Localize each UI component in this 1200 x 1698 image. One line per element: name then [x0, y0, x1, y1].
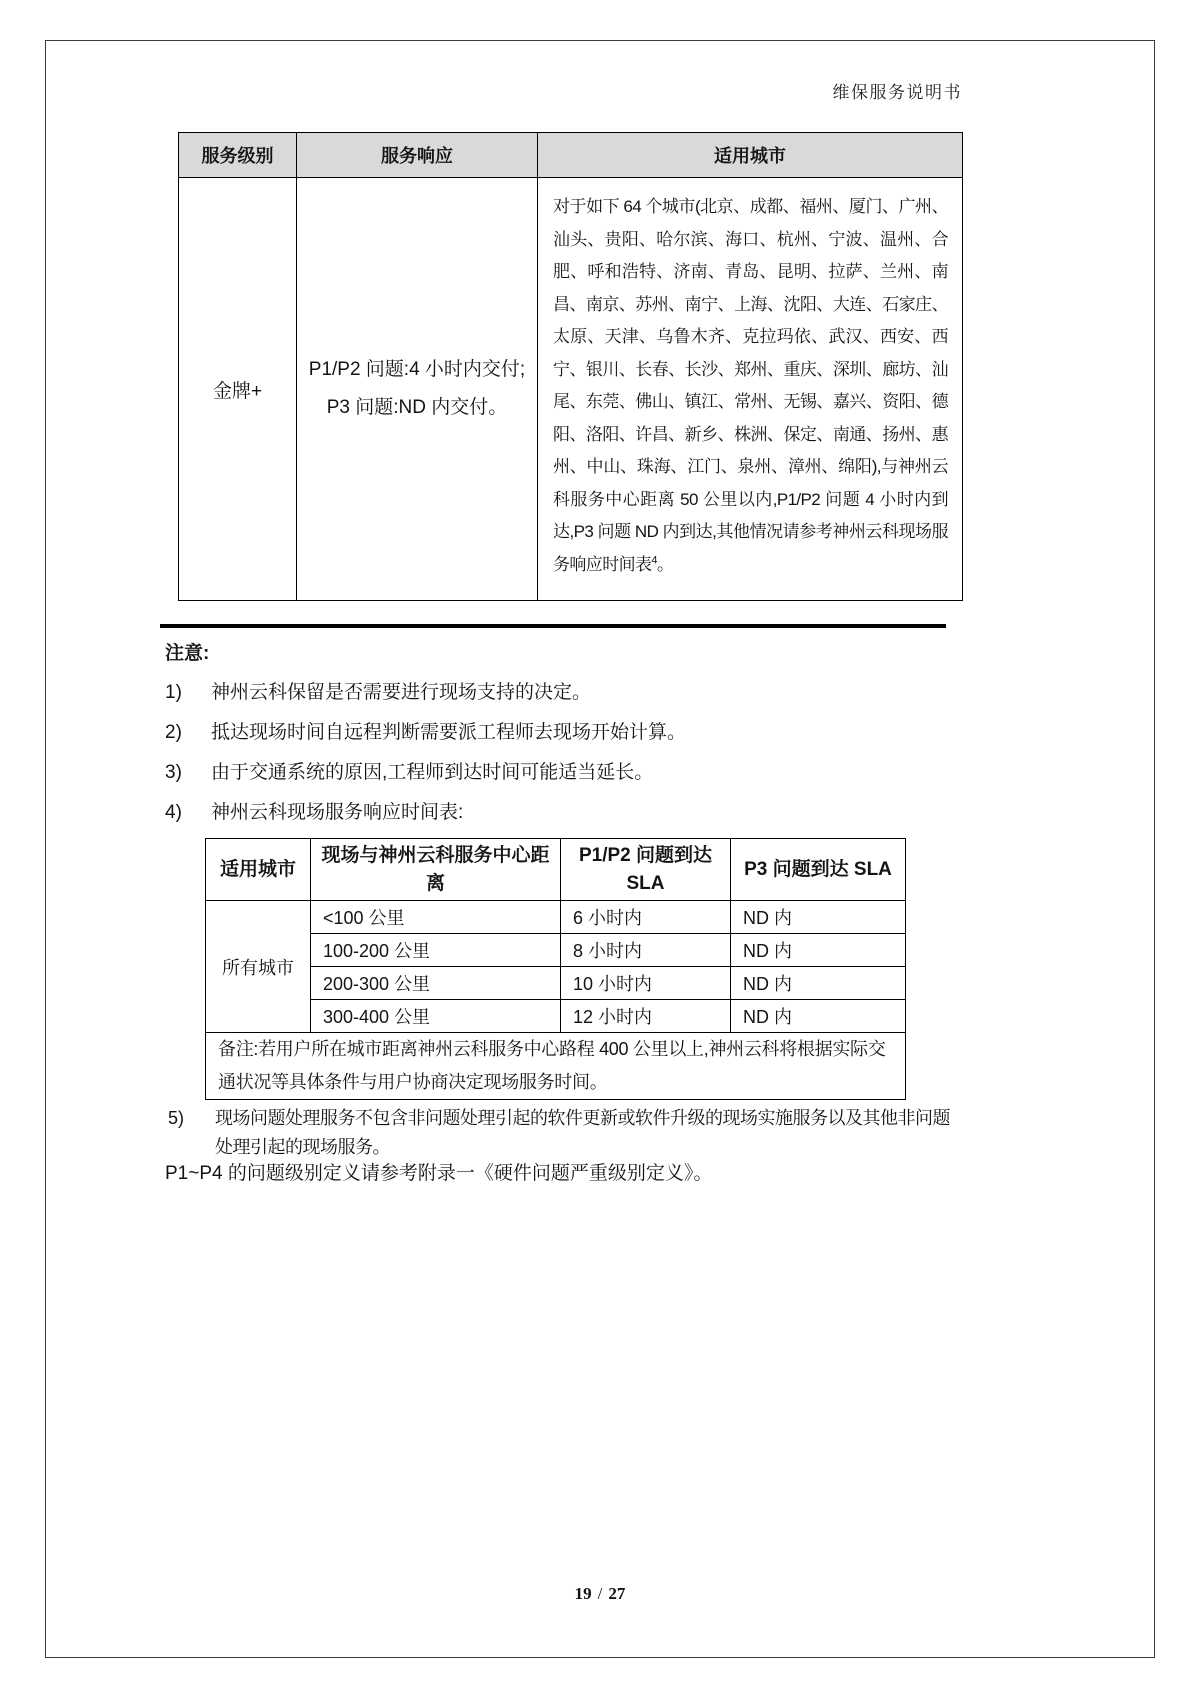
cities-paragraph: 对于如下 64 个城市(北京、成都、福州、厦门、广州、汕头、贵阳、哈尔滨、海口、杭州、宁波、温州、合肥、呼和浩特、济南、青岛、昆明、拉萨、兰州、南昌、南京、苏州、南宁、上海、沈阳、大连、石家庄、太原、天津、乌鲁木齐、克拉玛依、武汉、西安、西宁、银川、长春、长沙、郑州、重庆、深圳、廊坊、汕尾、东莞、佛山、镇江、常州、无锡、嘉兴、资阳、德阳、洛阳、许昌、新乡、株洲、保定、南通、扬州、惠州、中山、珠海、江门、泉州、漳州、绵阳),与神州云科服务中心距离 50 公里以内,P1/P2 问题 4 小时内到达,P3 问题 ND 内到达,其他情况请参考神州云科现场服务响应时间表	[553, 197, 948, 574]
column-header-applicable-cities: 适用城市	[538, 133, 963, 178]
notes-title: 注意:	[165, 643, 210, 664]
response-p12: P1/P2 问题:4 小时内交付;	[308, 359, 526, 380]
column-header-city-scope: 适用城市	[206, 839, 311, 901]
remark-cell: 备注:若用户所在城市距离神州云科服务中心路程 400 公里以上,神州云科将根据实际交通状况等具体条件与用户协商决定现场服务时间。	[206, 1033, 906, 1100]
note-text: 由于交通系统的原因,工程师到达时间可能适当延长。	[211, 762, 654, 783]
note-number: 3)	[165, 762, 182, 783]
p12-sla-cell: 10 小时内	[561, 967, 731, 1000]
sla-table-header-row	[206, 839, 906, 901]
note-item-4	[165, 801, 975, 825]
note-number: 5)	[168, 1108, 185, 1128]
page-separator: /	[597, 1584, 603, 1603]
page-footer	[0, 1584, 1200, 1604]
note-item-3	[165, 761, 975, 785]
p3-sla-cell: ND 内	[731, 967, 906, 1000]
service-response-cell	[297, 178, 538, 601]
note-item-5	[168, 1104, 960, 1162]
column-header-p12-sla: P1/P2 问题到达 SLA	[561, 839, 731, 901]
note-number: 1)	[165, 682, 182, 703]
note-item-2	[165, 721, 975, 745]
column-header-p3-sla: P3 问题到达 SLA	[731, 839, 906, 901]
service-level-table	[178, 132, 963, 601]
note-number: 2)	[165, 722, 182, 743]
p12-sla-cell: 8 小时内	[561, 934, 731, 967]
sla-table-row	[206, 934, 906, 967]
response-p3: P3 问题:ND 内交付。	[326, 397, 508, 418]
footnote-reference: 4	[651, 553, 657, 566]
column-header-service-level: 服务级别	[179, 133, 297, 178]
section-divider-rule	[160, 624, 946, 628]
sla-table-row	[206, 967, 906, 1000]
applicable-cities-cell	[538, 178, 963, 601]
service-table-row	[179, 178, 963, 601]
notes-section	[165, 638, 975, 841]
service-table-header-row	[179, 133, 963, 178]
note-number: 4)	[165, 802, 182, 823]
column-header-distance: 现场与神州云科服务中心距离	[311, 839, 561, 901]
distance-cell: 100-200 公里	[311, 934, 561, 967]
p3-sla-cell: ND 内	[731, 1000, 906, 1033]
p12-sla-cell: 12 小时内	[561, 1000, 731, 1033]
sla-table-row	[206, 901, 906, 934]
note-text: 神州云科保留是否需要进行现场支持的决定。	[211, 682, 592, 703]
cities-paragraph-end: 。	[656, 554, 674, 574]
service-level-cell: 金牌+	[179, 178, 297, 601]
closing-note: P1~P4 的问题级别定义请参考附录一《硬件问题严重级别定义》。	[165, 1163, 713, 1184]
total-pages: 27	[608, 1584, 626, 1603]
column-header-service-response: 服务响应	[297, 133, 538, 178]
sla-table-remark-row	[206, 1033, 906, 1100]
distance-cell: 200-300 公里	[311, 967, 561, 1000]
p12-sla-cell: 6 小时内	[561, 901, 731, 934]
page-number: 19	[574, 1584, 592, 1603]
note-text: 现场问题处理服务不包含非问题处理引起的软件更新或软件升级的现场实施服务以及其他非问题处理引起的现场服务。	[215, 1108, 950, 1157]
response-time-table	[205, 838, 906, 1100]
sla-table-row	[206, 1000, 906, 1033]
distance-cell: <100 公里	[311, 901, 561, 934]
city-scope-cell: 所有城市	[206, 901, 311, 1033]
distance-cell: 300-400 公里	[311, 1000, 561, 1033]
note-item-1	[165, 681, 975, 705]
note-text: 抵达现场时间自远程判断需要派工程师去现场开始计算。	[211, 722, 687, 743]
p3-sla-cell: ND 内	[731, 934, 906, 967]
note-text: 神州云科现场服务响应时间表:	[211, 802, 464, 823]
document-header-title: 维保服务说明书	[832, 83, 962, 102]
p3-sla-cell: ND 内	[731, 901, 906, 934]
